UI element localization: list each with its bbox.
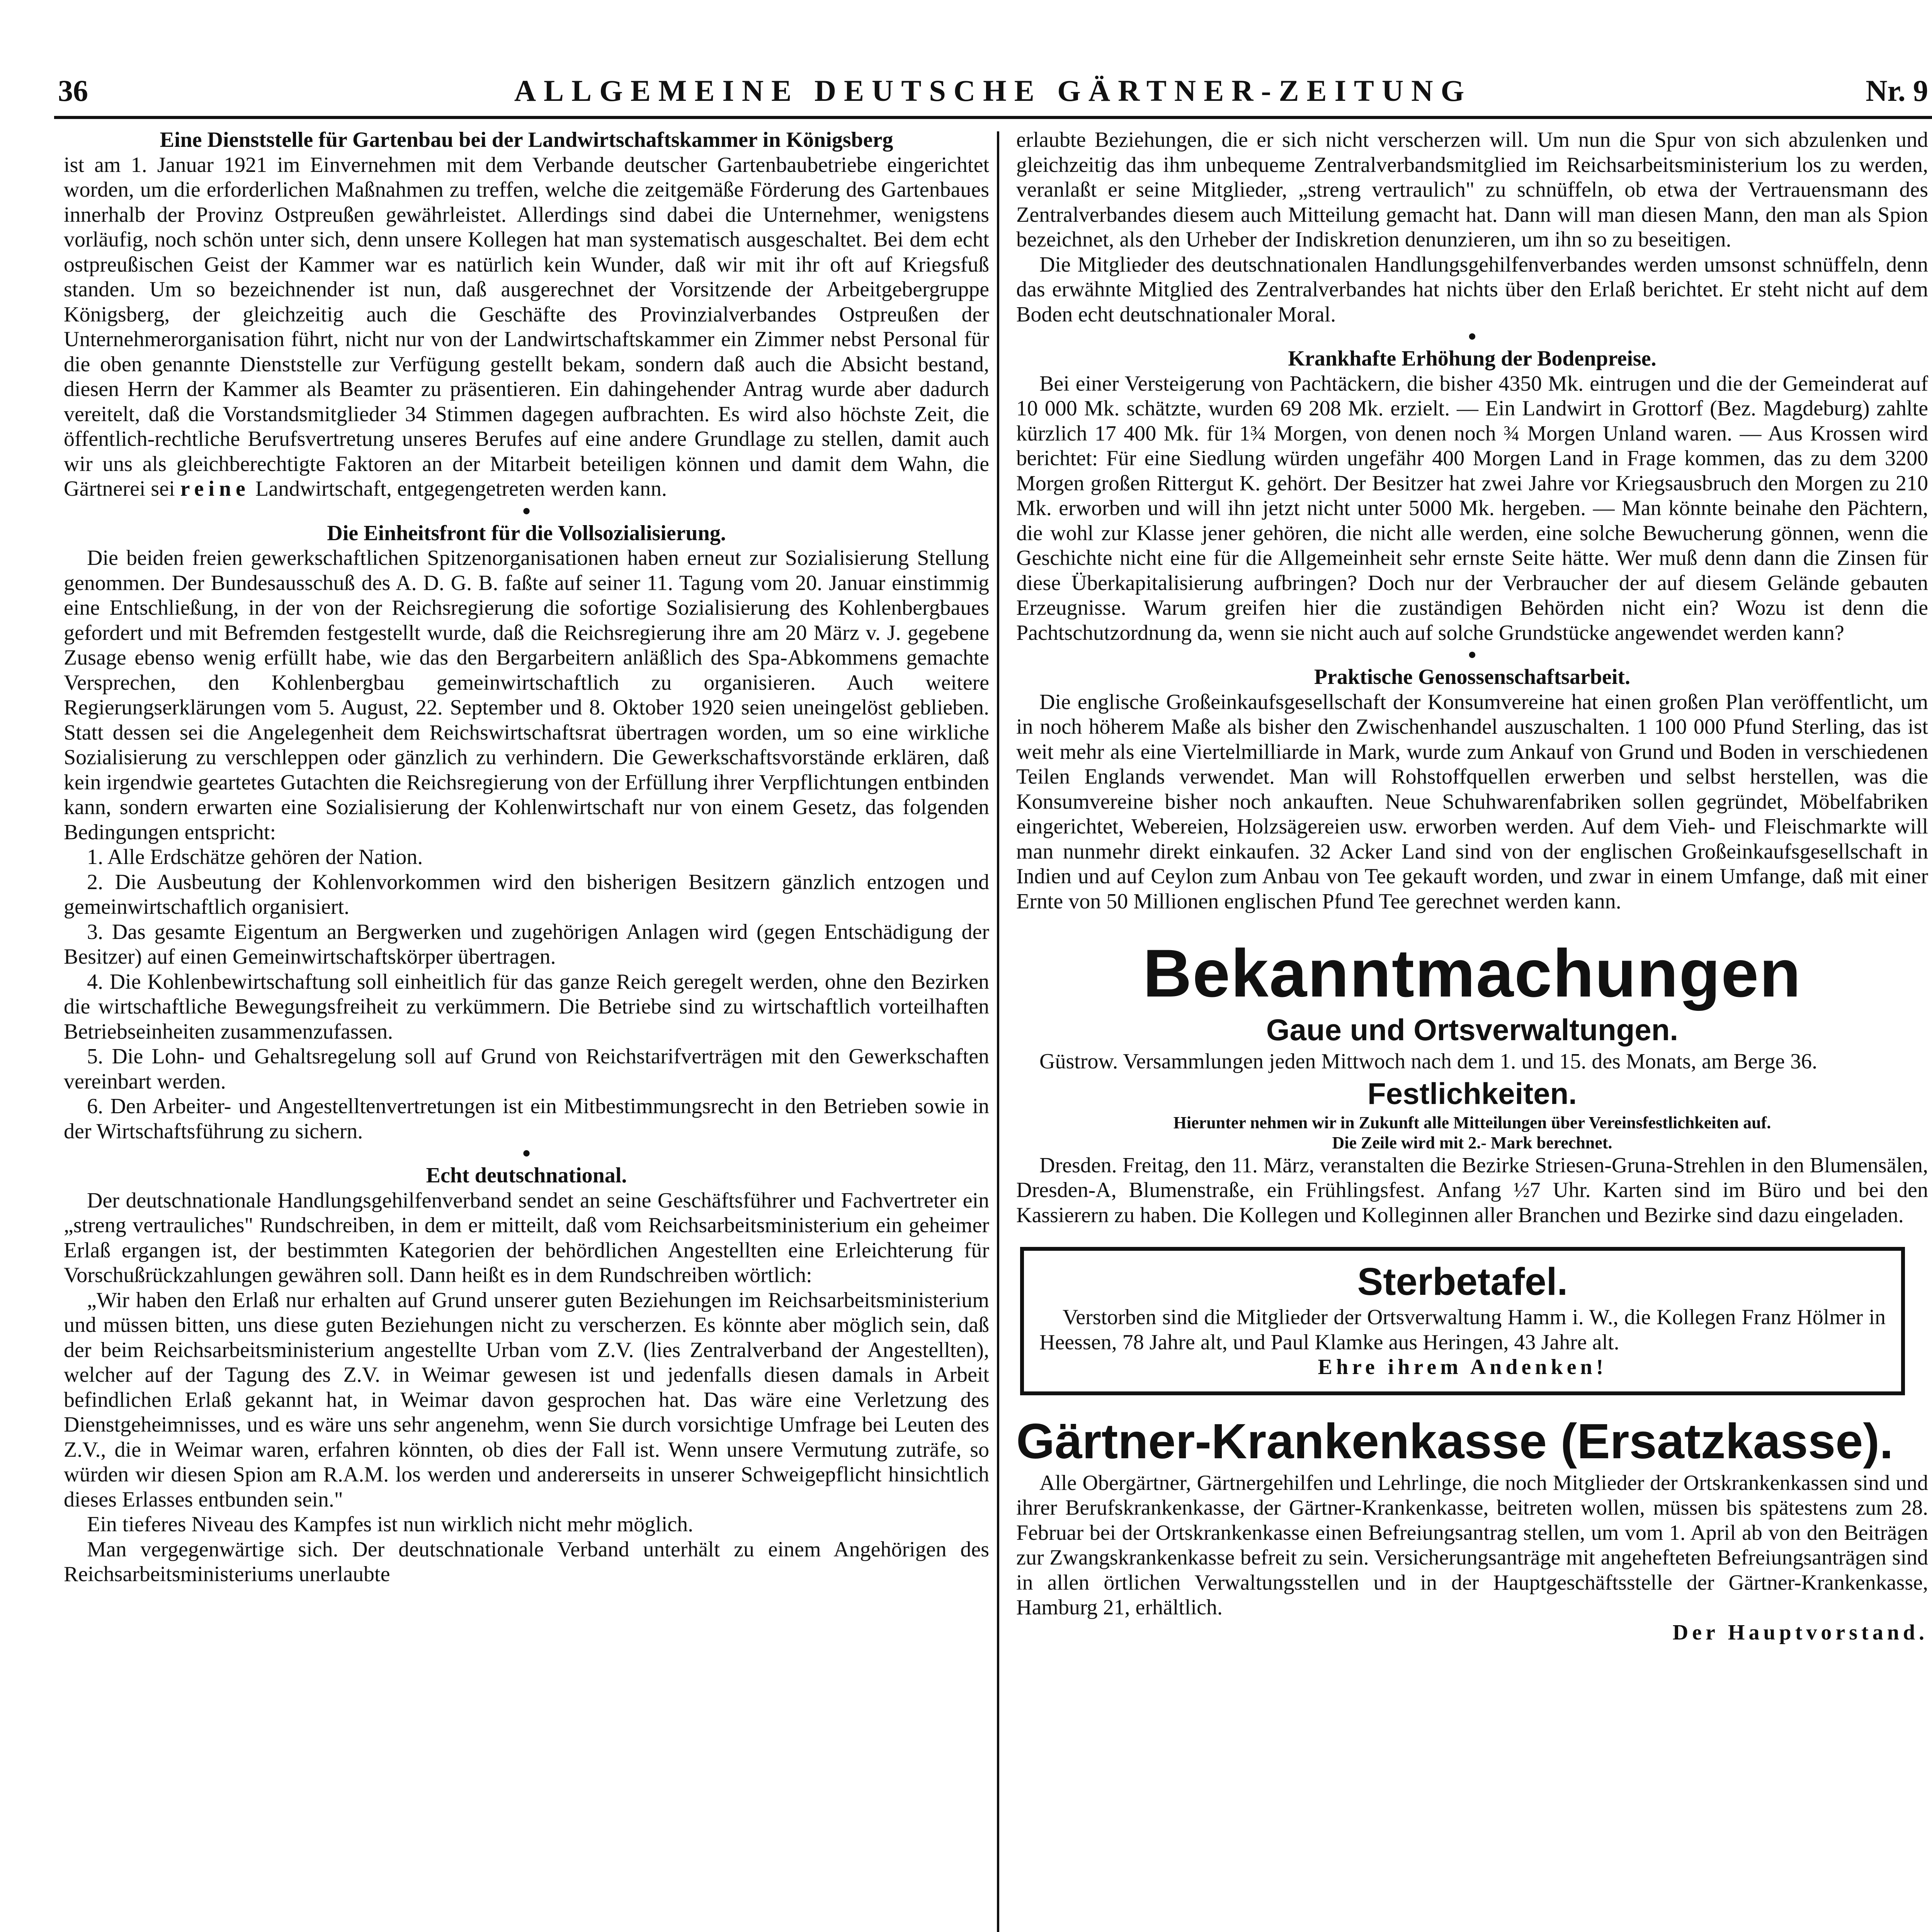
list-item: 4. Die Kohlenbewirtschaftung soll einheitlich für das ganze Reich geregelt werden, ohne den Bezirken die wirtschaftliche Bewegungsfreiheit zu verkümmern. Die Betriebe sind zu wirtschaftlich vorteilhaften Betriebseinheiten zusammenzufassen. [64, 969, 989, 1044]
obituary-closing: Ehre ihrem Andenken! [1318, 1355, 1607, 1379]
list-item: 5. Die Lohn- und Gehaltsregelung soll auf Grund von Reichstarifverträgen mit den Gewerkschaften vereinbart werden. [64, 1044, 989, 1094]
article-title-koenigsberg: Eine Dienststelle für Gartenbau bei der Landwirtschaftskammer in Königsberg [160, 128, 893, 152]
article-title-genossenschaft: Praktische Genossenschaftsarbeit. [1314, 665, 1631, 689]
article-body-bodenpreise: Bei einer Versteigerung von Pachtäckern, die bisher 4350 Mk. eintrugen und die der Gemeinderat auf 10 000 Mk. schätzte, wurden 69 208 Mk. erzielt. — Ein Landwirt in Grottorf (Bez. Magdeburg) zahlte kürzlich 17 400 Mk. für 1¾ Morgen, von denen noch ¾ Morgen Unland waren. — Aus Krossen wird berichtet: Für eine Siedlung würden ungefähr 400 Morgen Land in Frage kommen, das zu dem 3200 Morgen großen Rittergut K. gehört. Der Besitzer hat zwei Jahre vor Kriegsausbruch den Morgen zu 210 Mk. erworben und will ihn jetzt nicht unter 5000 Mk. hergeben. — Man könnte beinahe den Pächtern, die wohl zur Klasse jener gehören, die nicht alle werden, eine solche Bewucherung gönnen, wenn die Geschichte nicht eine für die Allgemeinheit sehr ernste Seite hätte. Wer muß denn dann die Zinsen für diese Überkapitalisierung aufbringen? Doch nur der Verbraucher der auf diesem Gelände gebauten Erzeugnisse. Warum greifen hier die zuständigen Behörden nicht ein? Wozu ist denn die Pachtschutzordnung da, wenn sie nicht auch auf solche Grundstücke angewendet werden kann? [1016, 371, 1928, 645]
emphasis-text: reine [180, 477, 250, 501]
health-insurance-signature: Der Hauptvorstand. [1672, 1620, 1928, 1645]
header-rule [54, 116, 1932, 119]
article-body-deutschnational: Der deutschnationale Handlungsgehilfenverband sendet an seine Geschäftsführer und Fachvertreter ein „streng vertrauliches" Rundschreiben, in dem er mitteilt, daß vom Reichsarbeitsministerium ein geheimer Erlaß ergangen ist, der bestimmten Kategorien der behördlichen Angestellten eine Erleichterung für Vorschußrückzahlungen gewähren soll. Dann heißt es in dem Rundschreiben wörtlich: [64, 1188, 989, 1287]
article-body-koenigsberg [64, 153, 989, 502]
festivities-note: Hierunter nehmen wir in Zukunft alle Mitteilungen über Vereinsfestlichkeiten auf. [1173, 1113, 1771, 1132]
column-divider [997, 131, 999, 1932]
left-column [64, 128, 989, 1587]
issue-number: Nr. 9 [1866, 74, 1928, 107]
page-header [58, 73, 1928, 116]
section-separator: • [1468, 324, 1476, 349]
article-text: ist am 1. Januar 1921 im Einvernehmen mit dem Verbande deutscher Gartenbaubetriebe eingerichtet worden, um die erforderlichen Maßnahmen zu treffen, welche die zeitgemäße Förderung des Gartenbaues innerhalb der Provinz Ostpreußen gewährleistet. Allerdings sind dabei die Unternehmer, wenigstens vorläufig, noch schön unter sich, denn unsere Kollegen hat man systematisch ausgeschaltet. Bei dem echt ostpreußischen Geist der Kammer war es natürlich kein Wunder, daß wir mit ihr oft auf Kriegsfuß standen. Um so bezeichnender ist nun, daß ausgerechnet der Vorsitzende der Arbeitgebergruppe Königsberg, der gleichzeitig auch die Geschäfte des Provinzialverbandes Ostpreußen der Unternehmerorganisation führt, nicht nur von der Landwirtschaftskammer ein Zimmer nebst Personal für die oben genannte Dienststelle zur Verfügung gestellt bekam, sondern daß auch die Absicht bestand, diesen Herrn der Kammer als Beamter zu präsentieren. Ein dahingehender Antrag wurde aber dadurch vereitelt, daß die Vorstandsmitglieder 34 Stimmen dagegen aufbrachten. Es wird also höchste Zeit, die öffentlich-rechtliche Berufsvertretung unseres Berufes auf eine andere Grundlage zu stellen, damit auch wir uns als gleichberechtigte Faktoren an der Mitarbeit beteiligen können und damit dem Wahn, die Gärtnerei sei [64, 153, 989, 501]
article-paragraph: Die Mitglieder des deutschnationalen Handlungsgehilfenverbandes werden umsonst schnüffeln, denn das erwähnte Mitglied des Zentralverbandes hat nichts über den Erlaß berichtet. Er steht nicht auf dem Boden echt deutschnationaler Moral. [1016, 252, 1928, 327]
health-insurance-heading: Gärtner-Krankenkasse (Ersatzkasse). [1016, 1413, 1893, 1469]
article-title-deutschnational: Echt deutschnational. [426, 1163, 627, 1187]
subheading-festlichkeiten: Festlichkeiten. [1367, 1076, 1577, 1111]
list-item: 6. Den Arbeiter- und Angestelltenvertretungen ist ein Mitbestimmungsrecht in den Betrieben sowie in der Wirtschaftsführung zu sichern. [64, 1094, 989, 1143]
article-body-einheitsfront: Die beiden freien gewerkschaftlichen Spitzenorganisationen haben erneut zur Sozialisierung Stellung genommen. Der Bundesausschuß des A. D. G. B. faßte auf seiner 11. Tagung vom 20. Januar einstimmig eine Entschließung, in der von der Reichsregierung die sofortige Sozialisierung des Kohlenbergbaues gefordert und mit Befremden festgestellt wurde, daß die Reichsregierung ihre am 20 März v. J. gegebene Zusage ebenso wenig erfüllt habe, wie das den Bergarbeitern anläßlich des Spa-Abkommens gemachte Versprechen, den Kohlenbergbau gemeinwirtschaftlich zu organisieren. Auch weitere Regierungserklärungen vom 5. August, 22. September und 8. Oktober 1920 seien uneingelöst geblieben. Statt dessen sei die Angelegenheit dem Reichswirtschaftsrat übertragen worden, um so eine wirkliche Sozialisierung zu verschleppen oder gänzlich zu verhindern. Die Gewerkschaftsvorstände erklären, daß kein irgendwie geartetes Gutachten die Reichsregierung von der Erfüllung ihrer Verpflichtungen entbinden kann, sondern erwarten eine Sozialisierung der Kohlenwirtschaft nur von einem Gesetz, das folgenden Bedingungen entspricht: [64, 546, 989, 844]
obituary-title: Sterbetafel. [1357, 1260, 1568, 1303]
announcements-heading: Bekanntmachungen [1143, 936, 1802, 1011]
festivities-price-note: Die Zeile wird mit 2.- Mark berechnet. [1332, 1133, 1612, 1152]
article-title-einheitsfront: Die Einheitsfront für die Vollsozialisierung. [327, 521, 726, 545]
article-text: Landwirtschaft, entgegengetreten werden kann. [255, 477, 667, 501]
article-title-bodenpreise: Krankhafte Erhöhung der Bodenpreise. [1288, 347, 1656, 371]
article-paragraph: Ein tieferes Niveau des Kampfes ist nun wirklich nicht mehr möglich. [87, 1512, 694, 1536]
right-column [1016, 128, 1928, 1645]
list-item: 3. Das gesamte Eigentum an Bergwerken und zugehörigen Anlagen wird (gegen Entschädigung der Besitzer) auf einen Gemeinwirtschaftskörper übertragen. [64, 920, 989, 969]
list-item: 1. Alle Erdschätze gehören der Nation. [87, 845, 423, 869]
obituary-text: Verstorben sind die Mitglieder der Ortsverwaltung Hamm i. W., die Kollegen Franz Hölmer in Heessen, 78 Jahre alt, und Paul Klamke aus Heringen, 43 Jahre alt. [1039, 1305, 1886, 1354]
obituary-box [1020, 1247, 1905, 1395]
notice-dresden: Dresden. Freitag, den 11. März, veranstalten die Bezirke Striesen-Gruna-Strehlen in den Blumensälen, Dresden-A, Blumenstraße, ein Frühlingsfest. Anfang ½7 Uhr. Karten sind im Büro und bei den Kassierern zu haben. Die Kollegen und Kolleginnen aller Branchen und Bezirke sind dazu eingeladen. [1016, 1153, 1928, 1227]
page-number: 36 [58, 74, 88, 107]
section-separator: • [522, 498, 531, 524]
quoted-circular: „Wir haben den Erlaß nur erhalten auf Grund unserer guten Beziehungen im Reichsarbeitsministerium und müssen bitten, uns diese guten Beziehungen nicht zu verscherzen. Es könnte aber möglich sein, daß der beim Reichsarbeitsministerium angestellte Urban vom Z.V. (lies Zentralverband der Angestellten), welcher auf der Tagung des Z.V. in Weimar gewesen ist und jedenfalls diesen damals in Arbeit befindlichen Erlaß gekannt hat, in Weimar davon gesprochen hat. Das wäre eine Verletzung des Dienstgeheimnisses, und es wäre uns sehr angenehm, wenn Sie durch vorsichtige Umfrage bei Leuten des Z.V., die in Weimar waren, erfahren könnten, ob dies der Fall ist. Wenn unsere Vermutung zuträfe, so würden wir diesen Spion am R.A.M. los werden und andererseits in unserer Schweigepflicht hinsichtlich dieses Erlasses entbunden sein." [64, 1288, 989, 1512]
newspaper-title: ALLGEMEINE DEUTSCHE GÄRTNER-ZEITUNG [514, 74, 1472, 107]
article-paragraph: Man vergegenwärtige sich. Der deutschnationale Verband unterhält zu einem Angehörigen des Reichsarbeitsministeriums unerlaubte [64, 1537, 989, 1586]
section-separator: • [1468, 642, 1476, 668]
notice-guestrow: Güstrow. Versammlungen jeden Mittwoch nach dem 1. und 15. des Monats, am Berge 36. [1039, 1049, 1818, 1073]
list-item: 2. Die Ausbeutung der Kohlenvorkommen wird den bisherigen Besitzern gänzlich entzogen und gemeinwirtschaftlich organisiert. [64, 870, 989, 919]
article-continuation: erlaubte Beziehungen, die er sich nicht verscherzen will. Um nun die Spur von sich abzulenken und gleichzeitig das ihm unbequeme Zentralverbandsmitglied im Reichsarbeitsministerium los zu werden, veranlaßt er seine Mitglieder, „streng vertraulich" zu schnüffeln, ob etwa der Vertrauensmann des Zentralverbandes diesem auch Mitteilung gemacht hat. Dann will man diesen Mann, den man als Spion bezeichnet, als den Urheber der Indiskretion denunzieren, um ihn so zu beseitigen. [1016, 128, 1928, 252]
article-body-genossenschaft: Die englische Großeinkaufsgesellschaft der Konsumvereine hat einen großen Plan veröffentlicht, um in noch höherem Maße als bisher den Zwischenhandel auszuschalten. 1 100 000 Pfund Sterling, das ist weit mehr als eine Viertelmilliarde in Mark, wurde zum Ankauf von Grund und Boden in verschiedenen Teilen Englands verwendet. Man will Rohstoffquellen erwerben und selbst herstellen, was die Konsumvereine bisher noch ankauften. Neue Schuhwarenfabriken sollen gegründet, Möbelfabriken eingerichtet, Webereien, Holzsägereien usw. erworben werden. Auf dem Vieh- und Fleischmarkte will man nunmehr direkt einkaufen. 32 Acker Land sind von der englischen Großeinkaufsgesellschaft in Indien und auf Ceylon zum Anbau von Tee gekauft worden, und zwar in einem Umfange, daß mit einer Ernte von 50 Millionen englischen Pfund Tee gerechnet werden kann. [1016, 690, 1928, 913]
subheading-gaue: Gaue und Ortsverwaltungen. [1266, 1013, 1679, 1047]
section-separator: • [522, 1141, 531, 1166]
health-insurance-text: Alle Obergärtner, Gärtnergehilfen und Lehrlinge, die noch Mitglieder der Ortskrankenkassen sind und ihrer Berufskrankenkasse, der Gärtner-Krankenkasse, beitreten wollen, müssen bis spätestens zum 28. Februar bei der Ortskrankenkasse einen Befreiungsantrag stellen, um vom 1. April ab von den Beiträgen zur Zwangskrankenkasse befreit zu sein. Versicherungsanträge mit angehefteten Befreiungsanträgen sind in allen örtlichen Verwaltungsstellen und in der Hauptgeschäftsstelle der Gärtner-Krankenkasse, Hamburg 21, erhältlich. [1016, 1471, 1928, 1619]
